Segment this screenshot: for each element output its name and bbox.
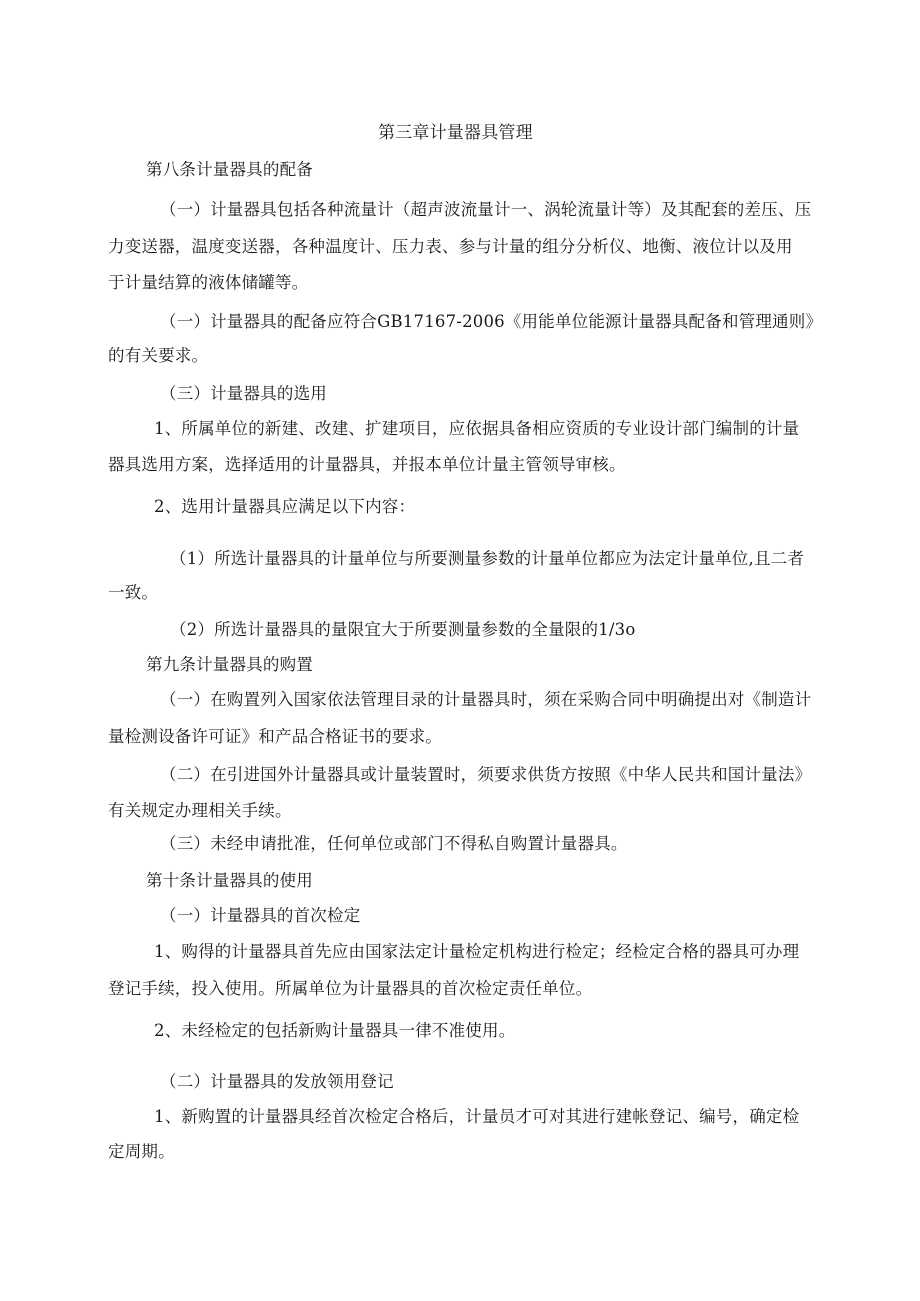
chapter-title: 第三章计量器具管理 [378,123,533,143]
art8-p2-line1: （一）计量器具的配备应符合GB17167-2006《用能单位能源计量器具配备和管理通则》 [160,312,823,331]
art10-p1: （一）计量器具的首次检定 [160,906,361,925]
art8-p6-line2: 一致。 [108,583,159,602]
art10-p5-line1: 1、新购置的计量器具经首次检定合格后，计量员才可对其进行建帐登记、编号，确定检 [154,1107,800,1126]
art9-p1-line1: （一）在购置列入国家依法管理目录的计量器具时，须在采购合同中明确提出对《制造计 [160,690,812,709]
article-9-heading: 第九条计量器具的购置 [146,655,313,674]
art8-p4-line2: 器具选用方案，选择适用的计量器具，并报本单位计量主管领导审核。 [108,455,626,474]
art8-p4-line1: 1、所属单位的新建、改建、扩建项目，应依据具备相应资质的专业设计部门编制的计量 [154,419,800,438]
art9-p3: （三）未经申请批准，任何单位或部门不得私自购置计量器具。 [160,834,628,853]
art8-p3: （三）计量器具的选用 [160,384,327,403]
art9-p2-line1: （二）在引进国外计量器具或计量装置时，须要求供货方按照《中华人民共和国计量法》 [160,765,812,784]
art10-p2-line1: 1、购得的计量器具首先应由国家法定计量检定机构进行检定；经检定合格的器具可办理 [154,942,800,961]
art8-p5: 2、选用计量器具应满足以下内容： [154,497,416,516]
art8-p7: （2）所选计量器具的量限宜大于所要测量参数的全量限的1/3o [170,620,636,639]
art10-p2-line2: 登记手续，投入使用。所属单位为计量器具的首次检定责任单位。 [108,979,593,998]
art8-p6-line1: （1）所选计量器具的计量单位与所要测量参数的计量单位都应为法定计量单位,且二者 [170,549,805,568]
art10-p3: 2、未经检定的包括新购计量器具一律不准使用。 [154,1021,516,1040]
art8-p2-line2: 的有关要求。 [108,346,209,365]
art8-p1-line1: （一）计量器具包括各种流量计（超声波流量计一、涡轮流量计等）及其配套的差压、压 [160,200,812,219]
article-8-heading: 第八条计量器具的配备 [146,160,313,179]
art10-p5-line2: 定周期。 [108,1142,175,1161]
art9-p2-line2: 有关规定办理相关手续。 [108,801,292,820]
art8-p1-line3: 于计量结算的液体储罐等。 [108,273,309,292]
art10-p4: （二）计量器具的发放领用登记 [160,1072,394,1091]
art8-p1-line2: 力变送器，温度变送器，各种温度计、压力表、参与计量的组分分析仪、地衡、液位计以及用 [108,237,793,256]
art9-p1-line2: 量检测设备许可证》和产品合格证书的要求。 [108,727,442,746]
article-10-heading: 第十条计量器具的使用 [146,871,313,890]
